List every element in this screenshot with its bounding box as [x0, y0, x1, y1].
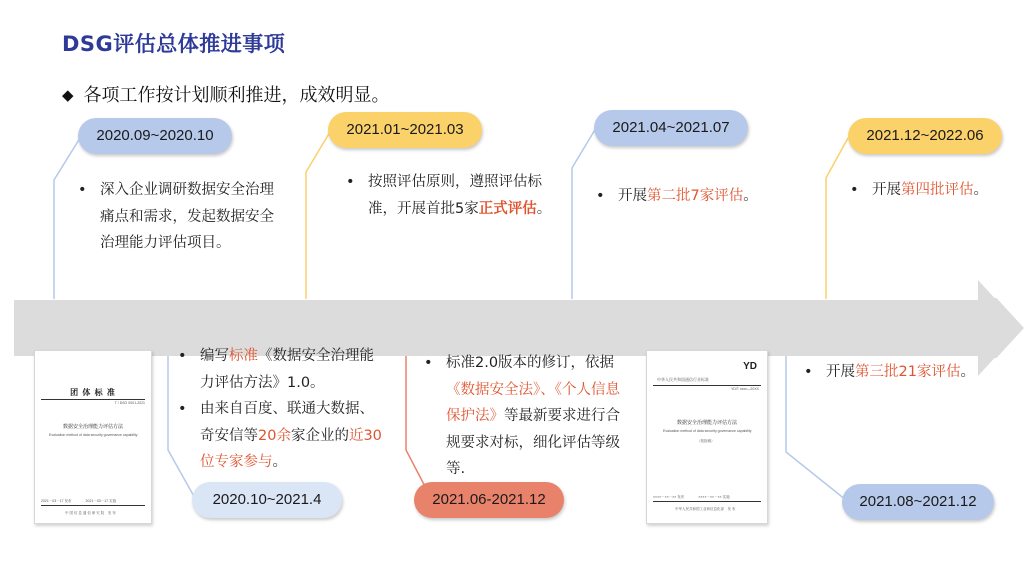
milestone-4-bullets	[850, 177, 1010, 204]
doc-title: 数据安全治理能力评估方法	[62, 424, 123, 430]
milestone-1-bullets	[78, 177, 274, 257]
list-item: • 开展第二批7家评估。	[596, 183, 796, 210]
page-title: DSG评估总体推进事项	[62, 32, 286, 56]
doc-code: YD/T xxxx—20XX	[731, 387, 759, 391]
milestone-date-pill: 2021.01~2021.03	[328, 112, 482, 148]
doc-org: 中华人民共和国通信行业标准	[657, 377, 709, 382]
list-item: • 按照评估原则，遵照评估标准，开展首批5家正式评估。	[346, 169, 564, 222]
milestone-date-pill: 2021.04~2021.07	[594, 110, 748, 146]
industry-standard-document-thumbnail	[646, 350, 768, 524]
milestone-6-bullets	[424, 350, 634, 483]
doc-divider	[41, 399, 145, 400]
doc-title: 数据安全治理能力评估方法	[676, 420, 737, 426]
milestone-date-pill: 2020.09~2020.10	[78, 118, 232, 154]
subtitle-text: 各项工作按计划顺利推进，成效明显。	[83, 85, 390, 106]
doc-divider	[653, 501, 761, 502]
milestone-date-pill: 2021.12~2022.06	[848, 118, 1002, 154]
doc-heading: 团 体 标 准	[70, 388, 116, 397]
doc-footer: 中 国 信 息 通 信 研 究 院 发 布	[65, 511, 116, 515]
list-item: • 开展第四批评估。	[850, 177, 1010, 204]
milestone-date-pill: 2021.08~2021.12	[842, 484, 994, 520]
doc-code: T / DSG 0001-2021	[114, 401, 145, 405]
doc-subtitle: Evaluation method of data security governance capability	[49, 433, 138, 437]
doc-dates: 2021－03－17 发布 2021－03－17 实施	[41, 499, 117, 503]
doc-footer: 中华人民共和国工业和信息化部 发 布	[675, 507, 736, 511]
milestone-3-bullets	[596, 183, 796, 210]
list-item: • 编写标准《数据安全治理能力评估方法》1.0。	[178, 343, 388, 396]
milestone-7-bullets	[804, 359, 994, 386]
milestone-date-pill: 2020.10~2021.4	[192, 482, 342, 518]
milestone-5-bullets	[178, 343, 388, 476]
standard-document-thumbnail	[34, 350, 152, 524]
doc-divider	[653, 385, 761, 386]
doc-divider	[41, 505, 145, 506]
doc-brand: YD	[743, 361, 757, 372]
diamond-bullet-icon: ◆	[62, 86, 74, 104]
doc-draft: （报批稿）	[697, 439, 715, 443]
milestone-date-pill: 2021.06-2021.12	[414, 482, 564, 518]
doc-dates: ××××－××－×× 发布 ××××－××－×× 实施	[653, 495, 730, 499]
list-item: • 由来自百度、联通大数据、奇安信等20余家企业的近30位专家参与。	[178, 396, 388, 476]
list-item: • 开展第三批21家评估。	[804, 359, 994, 386]
milestone-2-bullets	[346, 169, 564, 222]
doc-subtitle: Evaluation method of data security governance capability	[663, 429, 752, 433]
list-item: • 深入企业调研数据安全治理痛点和需求，发起数据安全治理能力评估项目。	[78, 177, 274, 257]
list-item: • 标准2.0版本的修订，依据《数据安全法》、《个人信息保护法》等最新要求进行合规要求对标，细化评估等级等.	[424, 350, 634, 483]
subtitle	[62, 81, 390, 107]
